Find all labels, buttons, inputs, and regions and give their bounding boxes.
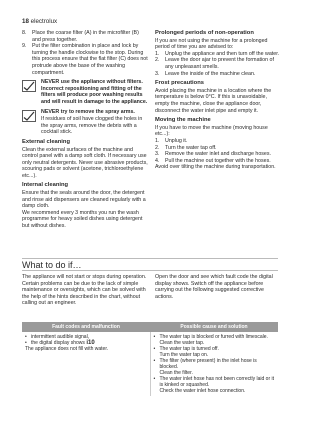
step-number: 9. [22, 43, 27, 50]
table-header-row [22, 322, 278, 332]
section-title-internal-cleaning: Internal cleaning [22, 182, 69, 189]
bullet-icon: • [153, 334, 156, 340]
step-number: 1. [155, 50, 160, 57]
warning-icon [22, 110, 36, 122]
cause-text: The water tap is blocked or furred with limescale. [159, 334, 268, 340]
cause-text: The water tap is turned off. [159, 346, 219, 352]
step-text: Leave the inside of the machine clean. [165, 70, 256, 77]
fault-code: i10 [86, 340, 95, 346]
step-text: Put the filter combination in place and lock by turning the handle clockwise to the stop. During this process ensure that the flat filter (C) does not protrude above the base of the washing compartment. [32, 43, 148, 76]
page-header [22, 18, 57, 25]
solution-text: Turn the water tap on. [159, 352, 209, 358]
list-item [155, 71, 281, 78]
list-item [155, 138, 281, 145]
step-text: Leave the door ajar to prevent the formation of any unpleasant smells. [165, 57, 274, 70]
bullet-icon: • [25, 334, 27, 340]
solution-cell [150, 332, 278, 396]
step-number: 4. [155, 157, 160, 164]
list-item [154, 346, 276, 352]
bullet-icon: • [153, 358, 156, 364]
section-title-what-to-do: What to do if… [22, 259, 82, 270]
table-header: Fault codes and malfunction [22, 322, 150, 332]
fault-note: The appliance does not fill with water. [25, 346, 109, 352]
right-column [155, 30, 281, 171]
bullet-icon: • [153, 376, 156, 382]
warning-spray-arms [22, 109, 148, 136]
step-number: 3. [155, 70, 160, 77]
warning-filters [22, 79, 148, 105]
internal-cleaning-text: We recommend every 3 months you run the wash programme for heavy soiled dishes using detergent but without dishes. [22, 209, 143, 230]
list-item [155, 158, 281, 165]
troubleshoot-intro-left: The appliance will not start or stops during operation. Certain problems can be due to the lack of simple maintenance or oversights, which can be solved with the help of the hints described in the chart, without calling out an engineer. [22, 274, 147, 307]
list-item [25, 340, 147, 346]
frost-text: Avoid placing the machine in a location where the temperature is below 0°C. If this is unavoidable, empty the machine, close the appliance door, disconnect the water inlet pipe and empty it. [155, 87, 272, 114]
bullet-icon: • [153, 346, 156, 352]
step-text: Unplug the appliance and then turn off the water. [165, 50, 280, 57]
moving-text: If you have to move the machine (moving house etc...): [155, 124, 268, 138]
divider [22, 270, 278, 271]
warning-text: If residues of soil have clogged the holes in the spray arms, remove the debris with a cocktail stick. [41, 116, 143, 136]
solution-text: Check the water inlet hose connection. [159, 388, 246, 394]
list-item [155, 145, 281, 152]
bullet-icon: • [25, 340, 27, 346]
cause-text: The filter (where present) in the inlet hose is blocked. [159, 358, 257, 370]
step-number: 2. [155, 57, 160, 64]
table-header: Possible cause and solution [150, 322, 278, 332]
internal-cleaning-text: Ensure that the seals around the door, the detergent and rinse aid dispensers are cleaned regularly with a damp cloth. [22, 190, 146, 210]
list-item [155, 57, 281, 70]
warning-title: NEVER try to remove the spray arms. [41, 108, 135, 115]
step-number: 8. [22, 30, 27, 36]
step-text: Place the coarse filter (A) in the microfilter (B) and press together. [32, 30, 139, 43]
section-title-external-cleaning: External cleaning [22, 138, 71, 145]
list-item [155, 51, 281, 58]
section-title-moving: Moving the machine [155, 117, 211, 124]
step-8 [22, 30, 148, 43]
fault-text: the digital display shows [31, 340, 85, 346]
list-item [154, 376, 276, 388]
troubleshoot-intro-right: Open the door and see which fault code the digital display shows. Switch off the appliance before carrying out the following suggested corrective actions. [155, 274, 273, 300]
solution-text: Clean the filter. [159, 370, 193, 376]
step-number: 1. [155, 137, 160, 144]
cause-text: The water inlet hose has not been correctly laid or it is kinked or squashed. [159, 376, 275, 388]
section-title-frost: Frost precautions [155, 80, 204, 87]
external-cleaning-text: Clean the external surfaces of the machine and control panel with a damp soft cloth. If necessary use only neutral detergents. Never use abrasive products, scouring pads or solvent (acetone, trichloroethylene etc...). [22, 146, 148, 179]
fault-text: intermittent audible signal, [31, 334, 90, 340]
fault-cell [22, 332, 150, 396]
moving-end-text: Avoid over tilting the machine during transportation. [155, 164, 276, 171]
page-number: 18 [22, 18, 29, 25]
step-text: Pull the machine out together with the hoses. [165, 157, 271, 164]
list-item [155, 151, 281, 158]
left-column [22, 30, 148, 230]
step-number: 2. [155, 144, 160, 151]
table-row [22, 332, 278, 396]
warning-text: NEVER use the appliance without filters. Incorrect repositioning and fitting of the filters will produce poor washing results and will result in damage to the appliance. [41, 79, 148, 105]
list-item [154, 334, 276, 340]
step-number: 3. [155, 151, 160, 158]
step-9 [22, 43, 148, 76]
brand-name: electrolux [30, 18, 58, 25]
step-text: Unplug it. [165, 137, 188, 144]
step-text: Remove the water inlet and discharge hoses. [165, 151, 271, 158]
warning-icon [22, 80, 36, 92]
section-title-non-operation: Prolonged periods of non-operation [155, 30, 254, 36]
list-item [154, 358, 276, 370]
non-operation-text: If you are not using the machine for a prolonged period of time you are advised to: [155, 37, 268, 51]
solution-text: Clean the water tap. [159, 340, 205, 346]
step-text: Turn the water tap off. [165, 144, 217, 151]
fault-table [22, 322, 278, 396]
